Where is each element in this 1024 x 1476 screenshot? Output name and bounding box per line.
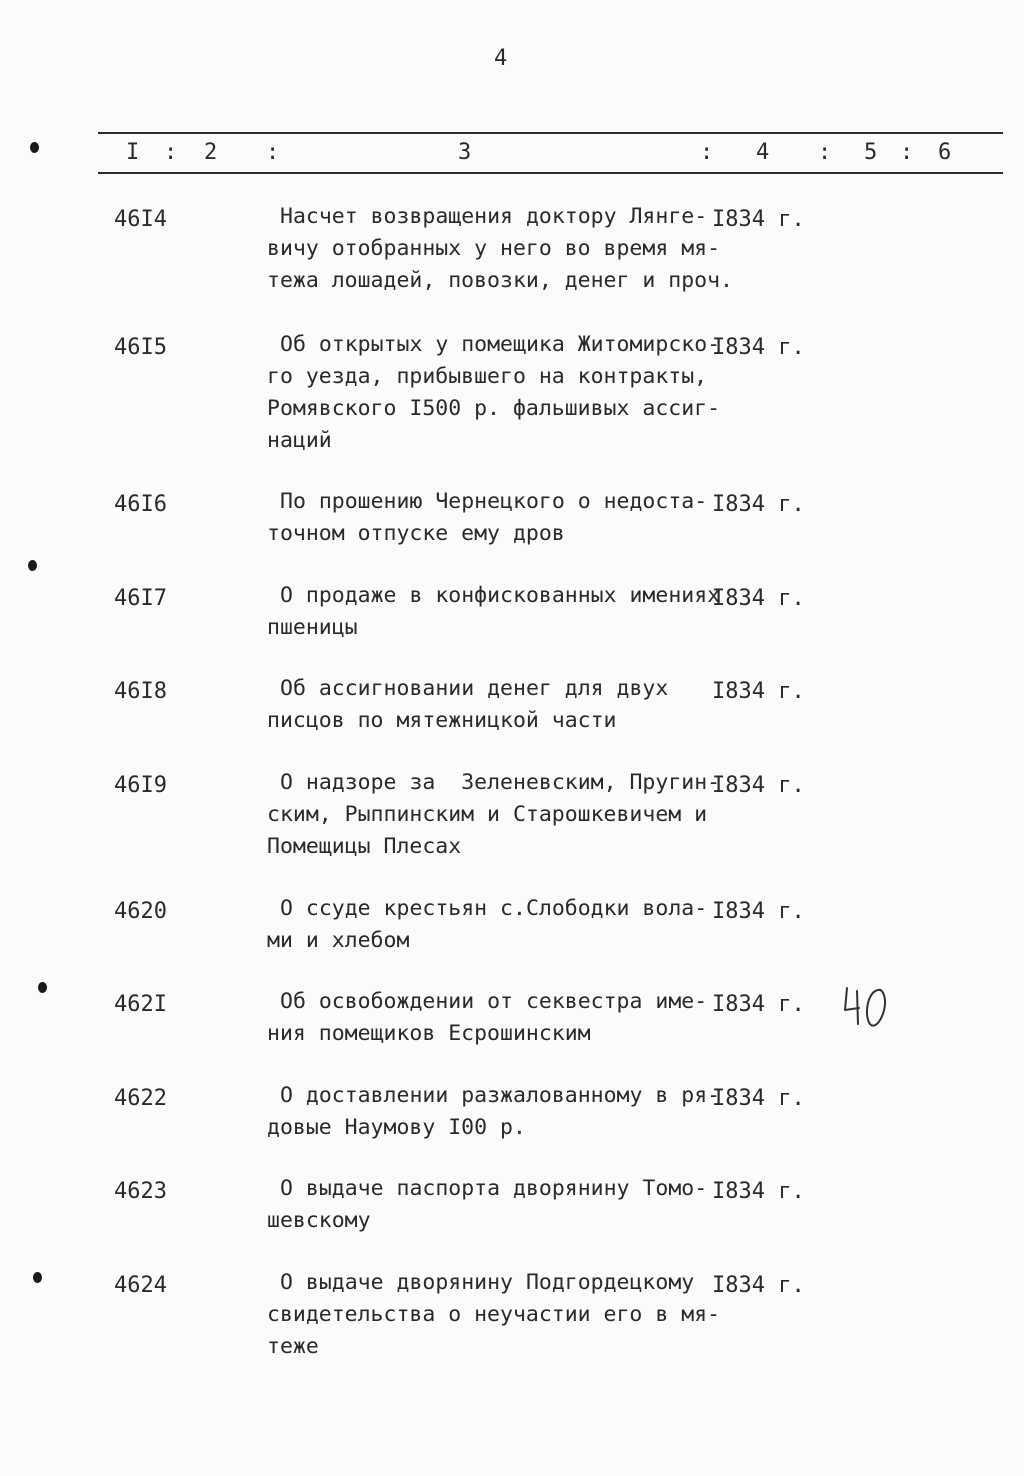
record-title-line: шевскому bbox=[267, 1208, 371, 1233]
record-title-line: Об освобождении от секвестра име- bbox=[280, 989, 708, 1014]
record-title-line: О выдаче дворянину Подгордецкому bbox=[280, 1270, 695, 1295]
record-number: 4620 bbox=[114, 899, 167, 924]
record-title bbox=[267, 1080, 721, 1144]
header-bottom-rule bbox=[98, 172, 1003, 174]
header-col-5: 5 bbox=[864, 140, 878, 165]
header-separator: : bbox=[266, 140, 280, 165]
binder-hole-mark bbox=[28, 560, 37, 571]
record-number: 46I7 bbox=[114, 586, 167, 611]
record-title-line: Об ассигновании денег для двух bbox=[280, 676, 669, 701]
record-number: 46I4 bbox=[114, 207, 167, 232]
record-title-line: наций bbox=[267, 428, 332, 453]
record-number: 46I8 bbox=[114, 679, 167, 704]
record-title bbox=[267, 329, 721, 457]
header-col-2: 2 bbox=[204, 140, 218, 165]
record-year: I834 г. bbox=[712, 492, 805, 517]
record-number: 462I bbox=[114, 992, 167, 1017]
record-year: I834 г. bbox=[712, 679, 805, 704]
record-year: I834 г. bbox=[712, 1273, 805, 1298]
record-title bbox=[267, 486, 707, 550]
record-title-line: Помещицы Плесах bbox=[267, 834, 462, 859]
binder-hole-mark bbox=[33, 1272, 42, 1283]
record-number: 46I5 bbox=[114, 335, 167, 360]
binder-hole-mark bbox=[38, 982, 47, 993]
header-separator: : bbox=[900, 140, 914, 165]
record-title-line: О надзоре за Зеленевским, Пругин- bbox=[280, 770, 721, 795]
header-separator: : bbox=[700, 140, 714, 165]
record-number: 46I9 bbox=[114, 773, 167, 798]
header-separator: : bbox=[818, 140, 832, 165]
record-title bbox=[267, 673, 707, 737]
record-title-line: писцов по мятежницкой части bbox=[267, 708, 617, 733]
record-title bbox=[267, 986, 707, 1050]
record-title-line: О доставлении разжалованному в ря- bbox=[280, 1083, 721, 1108]
record-title-line: пшеницы bbox=[267, 615, 358, 640]
record-title-line: теже bbox=[267, 1334, 319, 1359]
record-year: I834 г. bbox=[712, 899, 805, 924]
record-title-line: Об открытых у помещика Житомирско- bbox=[280, 332, 721, 357]
binder-hole-mark bbox=[30, 142, 39, 153]
record-title bbox=[267, 580, 721, 644]
record-year: I834 г. bbox=[712, 335, 805, 360]
record-title bbox=[267, 767, 721, 863]
record-year: I834 г. bbox=[712, 773, 805, 798]
record-year: I834 г. bbox=[712, 1086, 805, 1111]
record-number: 4623 bbox=[114, 1179, 167, 1204]
record-number: 4622 bbox=[114, 1086, 167, 1111]
header-col-6: 6 bbox=[938, 140, 952, 165]
record-title-line: ми и хлебом bbox=[267, 928, 410, 953]
record-title-line: тежа лошадей, повозки, денег и проч. bbox=[267, 268, 733, 293]
record-year: I834 г. bbox=[712, 992, 805, 1017]
header-col-4: 4 bbox=[756, 140, 770, 165]
record-title bbox=[267, 1173, 707, 1237]
record-title bbox=[267, 201, 733, 297]
header-separator: : bbox=[164, 140, 178, 165]
record-title-line: О ссуде крестьян с.Слободки вола- bbox=[280, 896, 708, 921]
record-title-line: довые Наумову I00 р. bbox=[267, 1115, 526, 1140]
record-title bbox=[267, 893, 707, 957]
record-title-line: точном отпуске ему дров bbox=[267, 521, 565, 546]
record-title-line: ским, Рыппинским и Старошкевичем и bbox=[267, 802, 708, 827]
record-title-line: свидетельства о неучастии его в мя- bbox=[267, 1302, 721, 1327]
record-year: I834 г. bbox=[712, 1179, 805, 1204]
header-top-rule bbox=[98, 132, 1003, 134]
record-title-line: Насчет возвращения доктору Лянге- bbox=[280, 204, 708, 229]
record-title-line: вичу отобранных у него во время мя- bbox=[267, 236, 721, 261]
record-number: 46I6 bbox=[114, 492, 167, 517]
record-title-line: Ромявского I500 р. фальшивых ассиг- bbox=[267, 396, 721, 421]
record-title bbox=[267, 1267, 721, 1363]
handwritten-note bbox=[842, 984, 894, 1034]
record-year: I834 г. bbox=[712, 586, 805, 611]
header-col-3: 3 bbox=[458, 140, 472, 165]
record-title-line: О продаже в конфискованных имениях bbox=[280, 583, 721, 608]
header-col-1: I bbox=[126, 140, 140, 165]
record-number: 4624 bbox=[114, 1273, 167, 1298]
record-year: I834 г. bbox=[712, 207, 805, 232]
record-title-line: го уезда, прибывшего на контракты, bbox=[267, 364, 708, 389]
page-number: 4 bbox=[494, 46, 508, 71]
record-title-line: По прошению Чернецкого о недоста- bbox=[280, 489, 708, 514]
record-title-line: О выдаче паспорта дворянину Томо- bbox=[280, 1176, 708, 1201]
record-title-line: ния помещиков Есрошинским bbox=[267, 1021, 591, 1046]
